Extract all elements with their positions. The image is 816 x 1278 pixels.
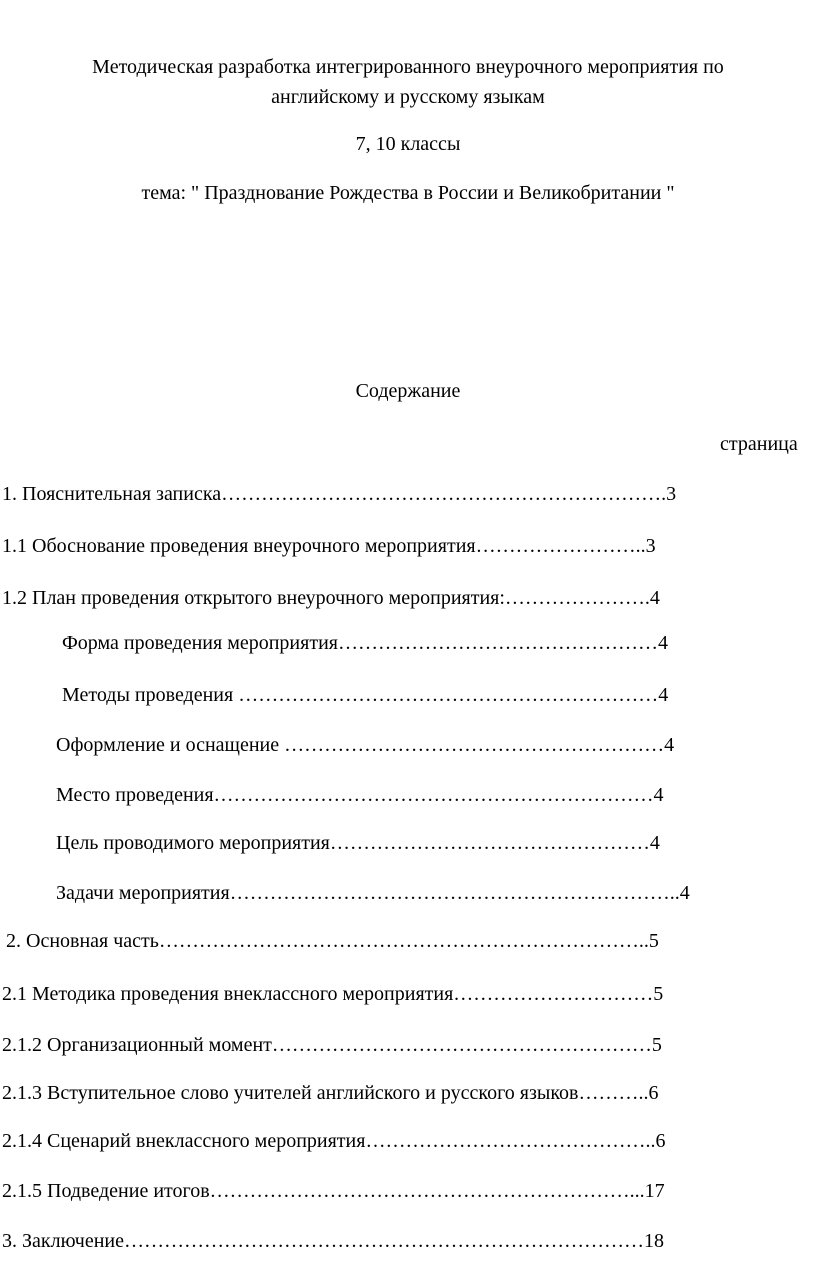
document-title-line-1: Методическая разработка интегрированного внеурочного мероприятия по <box>92 56 724 78</box>
toc-entry: 1.1 Обоснование проведения внеурочного мероприятия……………………..3 <box>2 535 656 557</box>
topic-line: тема: " Празднование Рождества в России и Великобритании " <box>141 182 675 204</box>
toc-entry: 3. Заключение……………………………………………………………………18 <box>2 1230 664 1252</box>
toc-entry: 2.1.2 Организационный момент…………………………………………………5 <box>2 1034 662 1056</box>
grades-line: 7, 10 классы <box>355 133 461 155</box>
toc-entry: 2.1.4 Сценарий внеклассного мероприятия……………………………………..6 <box>2 1130 666 1152</box>
toc-entry: 2. Основная часть………………………………………………………………..5 <box>6 930 659 952</box>
contents-heading: Содержание <box>355 380 461 402</box>
toc-entry: Цель проводимого мероприятия…………………………………………4 <box>56 832 660 854</box>
toc-entry: 1.2 План проведения открытого внеурочного мероприятия:………………….4 <box>2 587 660 609</box>
toc-entry: Задачи мероприятия…………………………………………………………..4 <box>56 882 690 904</box>
toc-entry: Форма проведения мероприятия…………………………………………4 <box>62 632 668 654</box>
toc-entry: Методы проведения ………………………………………………………4 <box>62 684 669 706</box>
document-title <box>0 52 816 112</box>
toc-entry: 2.1.3 Вступительное слово учителей английского и русского языков………..6 <box>2 1082 659 1104</box>
document-title-line-2: английскому и русскому языкам <box>271 86 545 108</box>
toc-entry: 1. Пояснительная записка………………………………………………………….3 <box>2 483 677 505</box>
page-column-label: страница <box>720 433 798 455</box>
toc-entry: Место проведения…………………………………………………………4 <box>56 784 664 806</box>
toc-entry: Оформление и оснащение …………………………………………………4 <box>56 734 675 756</box>
toc-entry: 2.1 Методика проведения внеклассного мероприятия…………………………5 <box>2 983 664 1005</box>
toc-entry: 2.1.5 Подведение итогов………………………………………………………...17 <box>2 1180 665 1202</box>
